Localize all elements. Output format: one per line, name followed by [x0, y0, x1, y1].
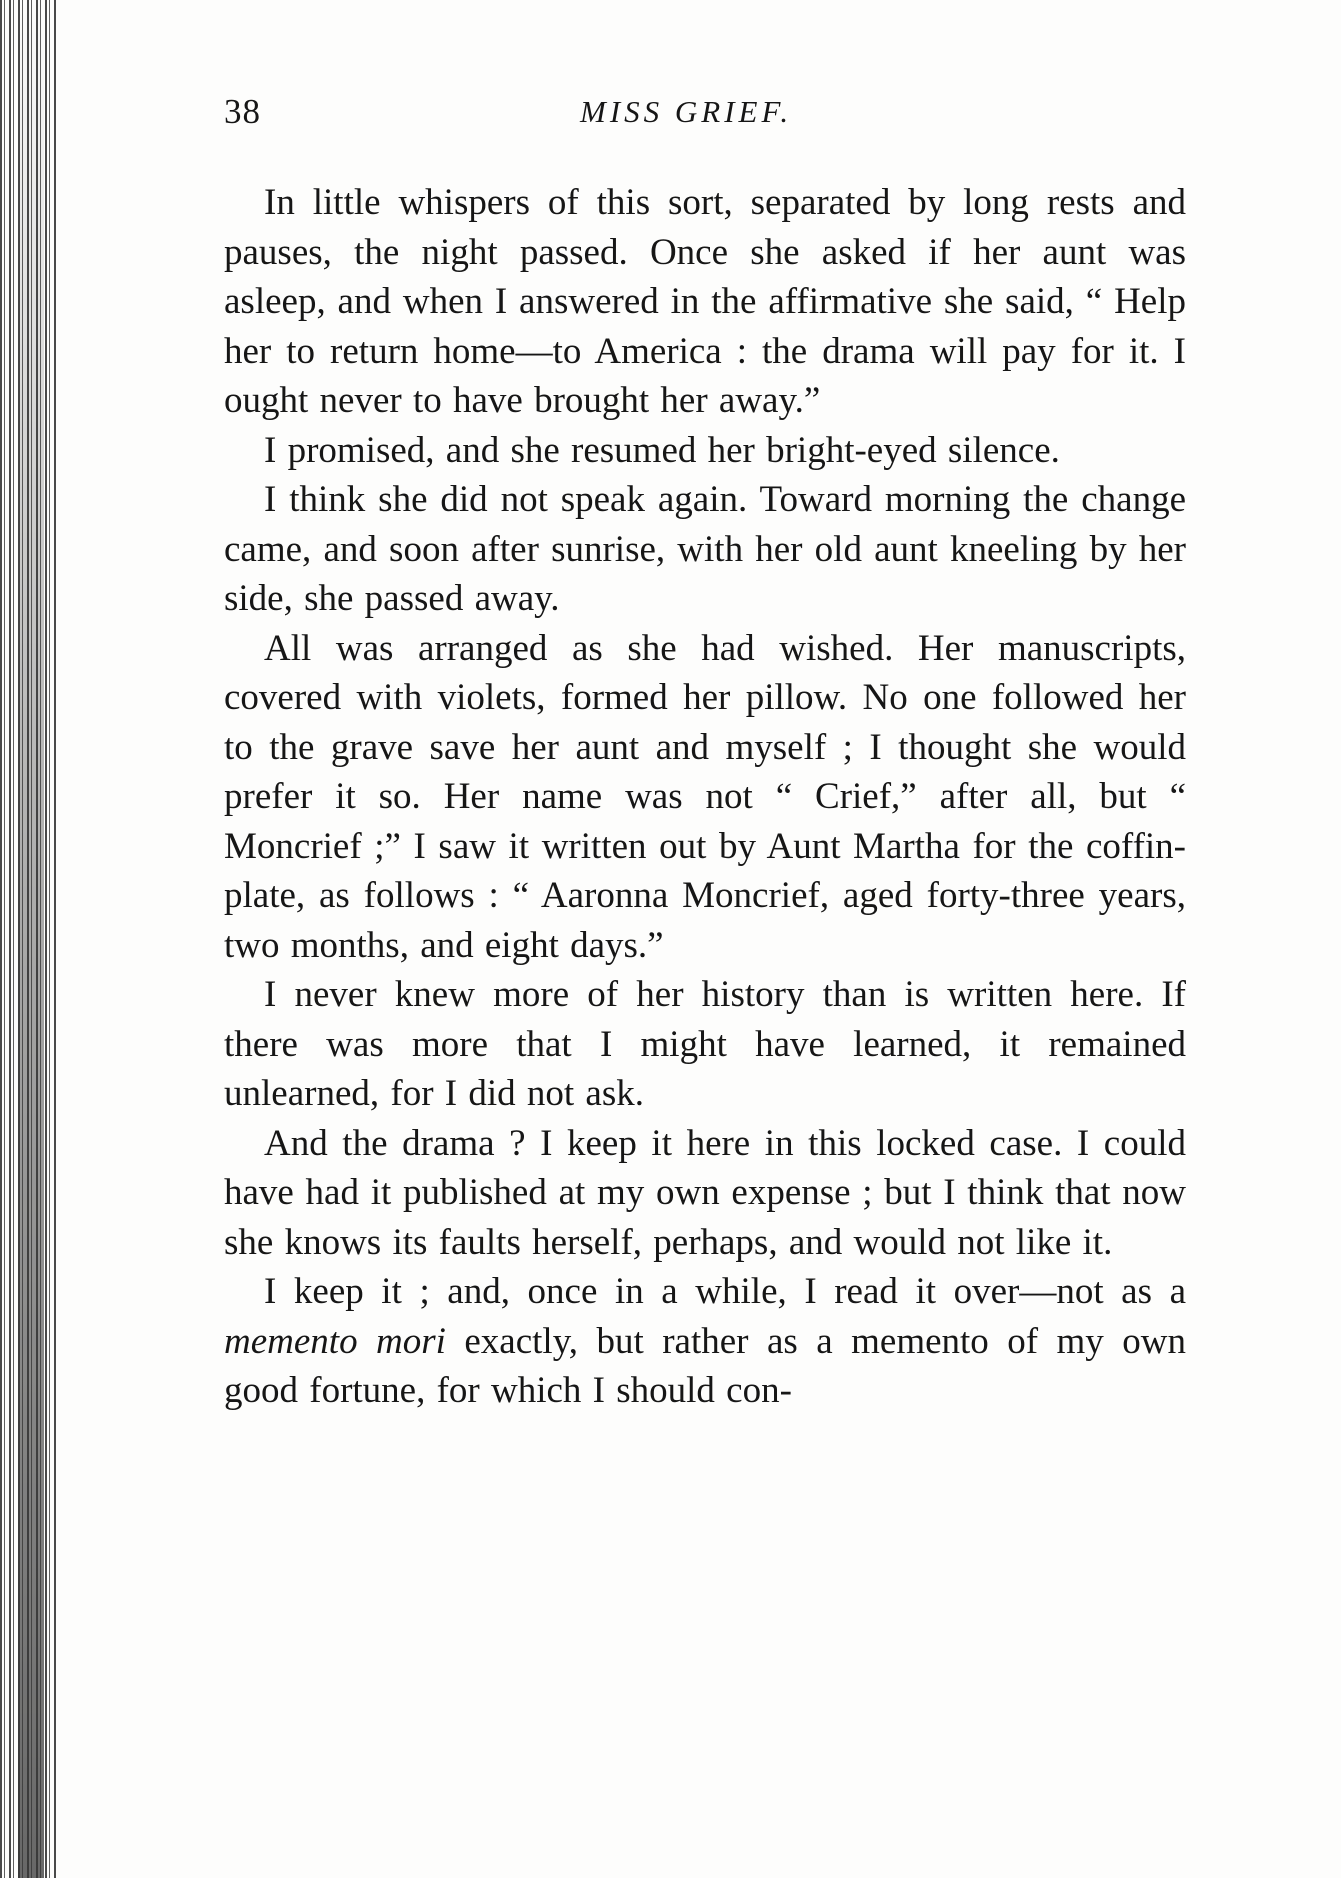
italic-phrase: memento mori: [224, 1320, 446, 1362]
paragraph-text: exactly, but rather as a memento of my own good fortune, for which I should con-: [224, 1320, 1186, 1411]
page-header: [224, 92, 1184, 142]
running-head: MISS GRIEF.: [580, 94, 793, 129]
paragraph: All was arranged as she had wished. Her manuscripts, covered with violets, formed her pillow. No one followed her to the grave save her aunt and myself ; I thought she would prefer it so. Her name was not “ Crief,” after all, but “ Moncrief ;” I saw it written out by Aunt Martha for the coffin-plate, as follows : “ Aaronna Moncrief, aged forty-three years, two months, and eight days.”: [224, 627, 1186, 966]
binding-edge: [0, 0, 56, 1878]
page-number: 38: [224, 92, 261, 131]
paragraph-last: [224, 1267, 1186, 1416]
paragraph: I never knew more of her history than is written here. If there was more that I might have learned, it remained unlearned, for I did not ask.: [224, 974, 1186, 1114]
body-text: [224, 178, 1186, 1416]
paragraph: In little whispers of this sort, separated by long rests and pauses, the night passed. Once she asked if her aunt was asleep, and when I answered in the affirmative she said, “ Help her to return home—to America : the drama will pay for it. I ought never to have brought her away.”: [224, 182, 1186, 421]
paragraph: And the drama ? I keep it here in this locked case. I could have had it published at my own expense ; but I think that now she knows its faults herself, perhaps, and would not like it.: [224, 1122, 1186, 1263]
paragraph: I promised, and she resumed her bright-eyed silence.: [264, 429, 1060, 471]
paragraph: I think she did not speak again. Toward morning the change came, and soon after sunrise, with her old aunt kneeling by her side, she passed away.: [224, 479, 1186, 619]
paragraph-text: I keep it ; and, once in a while, I read it over—not as a: [264, 1271, 1186, 1312]
